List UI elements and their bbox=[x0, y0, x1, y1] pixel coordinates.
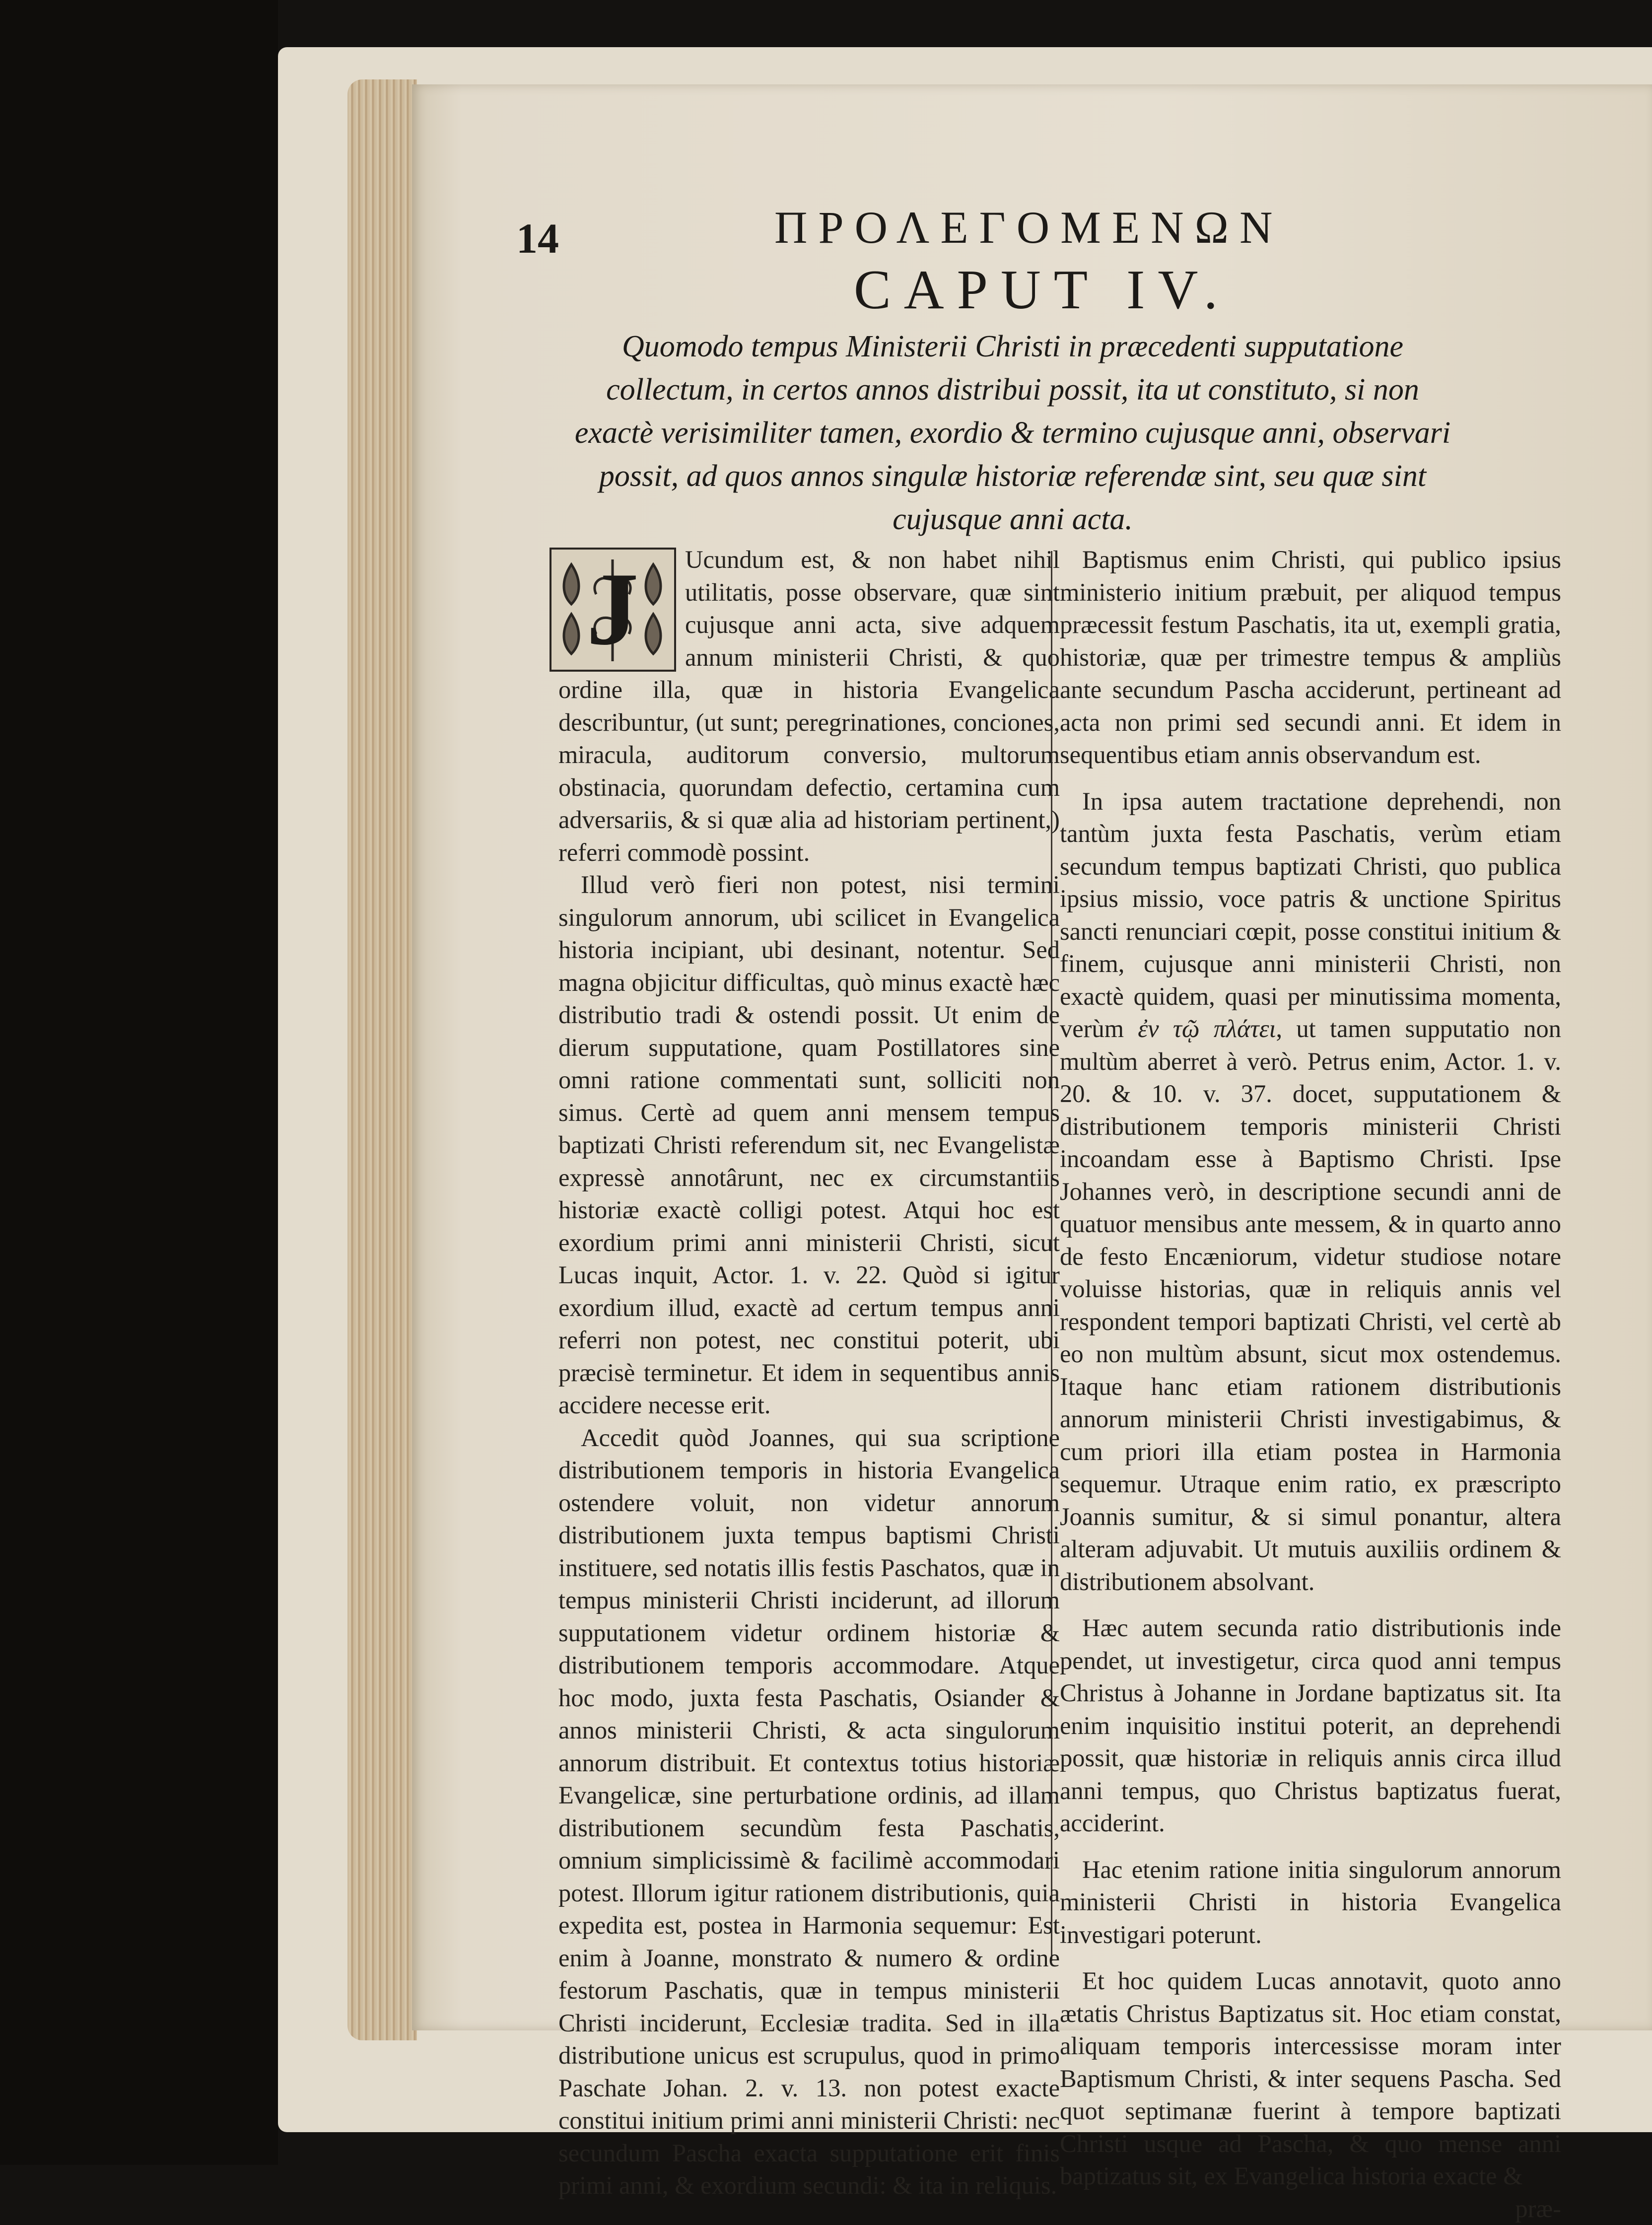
catchword: præ- bbox=[1060, 2193, 1561, 2225]
paragraph bbox=[558, 544, 1060, 869]
right-paragraph-4: Hac etenim ratione initia singulorum annorum ministerii Christi in historia Evangelica investigari poterunt. bbox=[1060, 1854, 1561, 1951]
right-paragraph-5: Et hoc quidem Lucas annotavit, quoto anno ætatis Christus Baptizatus sit. Hoc etiam constat, aliquam temporis intercessisse moram inter Baptismum Christi, & inter sequens Pascha. Sed quot septimanæ fuerint à tempore baptizati Christi usque ad Pascha, & quo mense anni baptizatus sit, ex Evangelica historia exacte & bbox=[1060, 1965, 1561, 2193]
chapter-title: CAPUT IV. bbox=[854, 258, 1350, 322]
page-edges bbox=[347, 79, 417, 2040]
dropcap-letter: J bbox=[587, 552, 639, 667]
greek-phrase: ἐν τῷ πλάτει bbox=[1138, 1015, 1276, 1043]
foliate-ornament-icon bbox=[551, 550, 674, 670]
running-head: ΠΡΟΛΕΓΟΜΕΝΩΝ bbox=[774, 201, 1330, 254]
right-paragraph-2 bbox=[1060, 785, 1561, 1599]
dropcap-ornament bbox=[550, 548, 676, 672]
left-paragraph-2: Illud verò fieri non potest, nisi termini singulorum annorum, ubi scilicet in Evangelica historia incipiant, ubi desinant, notentur. Sed magna objicitur difficultas, quò minus exactè hæc distributio tradi & ostendi possit. Ut enim de dierum supputatione, quam Postillatores sine omni ratione commentati sunt, solliciti non simus. Certè ad quem anni mensem tempus baptizati Christi referendum sit, nec Evangelistæ expressè annotârunt, nec ex circumstantiis historiæ exactè colligi potest. Atqui hoc est exordium primi anni ministerii Christi, sicut Lucas inquit, Actor. 1. v. 22. Quòd si igitur exordium illud, exactè ad certum tempus anni referri non potest, nec constitui poterit, ubi præcisè terminetur. Et idem in sequentibus annis accidere necesse erit. bbox=[558, 869, 1060, 1422]
chapter-subtitle: Quomodo tempus Ministerii Christi in præcedenti supputatione collectum, in certos annos distribui possit, ita ut constituto, si non exactè verisimiliter tamen, exordio & termino cujusque anni, observari possit, ad quos annos singulæ historiæ referendæ sint, seu quæ sint cujusque anni acta. bbox=[571, 325, 1454, 541]
left-paragraph-1: Ucundum est, & non habet nihil utilitatis, posse observare, quæ sint cujusque anni acta, sive adquem annum ministerii Christi, & quo ordine illa, quæ in historia Evangelica describuntur, (ut sunt; peregrinationes, conciones, miracula, auditorum conversio, multorum obstinacia, quorundam defectio, certamina cum adversariis, & si quæ alia ad historiam pertinent,) referri commodè possint. bbox=[558, 546, 1060, 866]
right-paragraph-3: Hæc autem secunda ratio distributionis inde pendet, ut investigetur, circa quod anni tempus Christus à Johanne in Jordane baptizatus sit. Ita enim inquisitio institui poterit, an deprehendi possit, quæ historiæ in reliquis annis circa illud anni tempus, quo Christus baptizatus fuerat, acciderint. bbox=[1060, 1612, 1561, 1840]
right-column bbox=[1060, 544, 1561, 2225]
left-paragraph-3: Accedit quòd Joannes, qui sua scriptione distributionem temporis in historia Evangelica ostendere voluit, non videtur annorum distributionem juxta tempus baptismi Christi instituere, sed notatis illis festis Paschatos, quæ in tempus ministerii Christi inciderunt, ad illorum supputationem videtur ordinem historiæ & distributionem temporis accommodare. Atque hoc modo, juxta festa Paschatis, Osiander & annos ministerii Christi, & acta singulorum annorum distribuit. Et contextus totius historiæ Evangelicæ, sine perturbatione ordinis, ad illam distributionem secundùm festa Paschatis, omnium simplicissimè & facilimè accommodari potest. Illorum igitur rationem distributionis, quia expedita est, postea in Harmonia sequemur: Est enim à Joanne, monstrato & numero & ordine festorum Paschatis, quæ in tempus ministerii Christi inciderunt, Ecclesiæ tradita. Sed in illa distributione unicus est scrupulus, quod in primo Paschate Johan. 2. v. 13. non potest exacte constitui initium primi anni ministerii Christi: nec secundum Pascha exacta supputatione erit finis primi anni, & exordium secundi: & ita in reliquis. bbox=[558, 1422, 1060, 2202]
right-paragraph-2a: In ipsa autem tractatione deprehendi, non tantùm juxta festa Paschatis, verùm etiam secundum tempus baptizati Christi, quo publica ipsius missio, voce patris & unctione Spiritus sancti renunciari cœpit, posse constitui initium & finem, cujusque anni ministerii Christi, non exactè quidem, quasi per minutissima momenta, verùm bbox=[1060, 787, 1561, 1043]
page-number: 14 bbox=[516, 213, 559, 263]
right-paragraph-1: Baptismus enim Christi, qui publico ipsius ministerio initium præbuit, per aliquod tempus præcessit festum Paschatis, ita ut, exempli gratia, historiæ, quæ per trimestre tempus & ampliùs ante secundum Pascha acciderunt, pertineant ad acta non primi sed secundi anni. Et idem in sequentibus etiam annis observandum est. bbox=[1060, 544, 1561, 771]
background-dark bbox=[0, 0, 278, 2165]
right-paragraph-2b: , ut tamen supputatio non multùm aberret à verò. Petrus enim, Actor. 1. v. 20. & 10. v. 37. docet, supputationem & distributionem temporis ministerii Christi incoandam esse à Baptismo Christi. Ipse Johannes verò, in descriptione secundi anni de quatuor mensibus ante messem, & in quarto anno de festo Encæniorum, videtur studiose notare voluisse historias, quæ in reliquis annis vel respondent tempori baptizati Christi, vel certè ab eo non multùm absunt, sicut mox ostendemus. Itaque hanc etiam rationem distributionis annorum ministerii Christi investigabimus, & cum priori illa etiam postea in Harmonia sequemur. Utraque enim ratio, ex præscripto Joannis sumitur, & si simul ponantur, altera alteram adjuvabit. Ut mutuis auxiliis ordinem & distributionem absolvant. bbox=[1060, 1015, 1561, 1596]
left-column bbox=[558, 544, 1060, 2202]
